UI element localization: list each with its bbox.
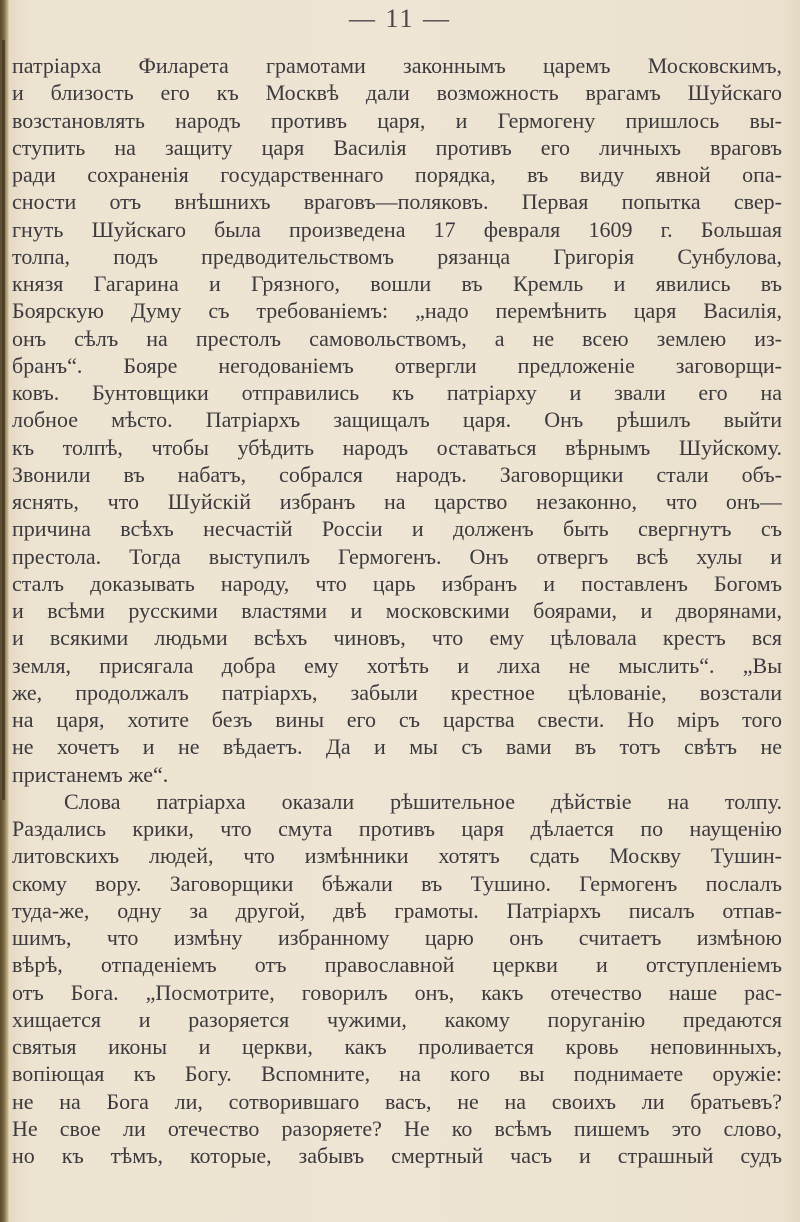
text-line: патріарха Филарета грамотами законнымъ царемъ Московскимъ, — [12, 53, 782, 78]
text-line: сности отъ внѣшнихъ враговъ—поляковъ. Первая попытка свер- — [12, 189, 782, 215]
text-line: яснять, что Шуйскій избранъ на царство незаконно, что онъ— — [12, 489, 782, 514]
text-line: вопіющая къ Богу. Вспомните, на кого вы поднимаете оружіе: — [12, 1061, 782, 1087]
text-line: вѣрѣ, отпаденіемъ отъ православной церкви и отступленіемъ — [12, 952, 782, 978]
text-line: литовскихъ людей, что измѣнники хотятъ сдать Москву Тушин- — [12, 843, 782, 869]
text-line: онъ сѣлъ на престолъ самовольствомъ, а не всею землею из- — [12, 325, 782, 351]
text-line: не хочетъ и не вѣдаетъ. Да и мы съ вами въ тотъ свѣтъ не — [12, 734, 782, 760]
text-line: возстановлять народъ противъ царя, и Гермогену пришлось вы- — [12, 107, 782, 133]
text-line: святыя иконы и церкви, какъ проливается кровь неповинныхъ, — [12, 1034, 782, 1059]
text-line: земля, присягала добра ему хотѣть и лиха не мыслить“. „Вы — [12, 652, 782, 678]
text-line: хищается и разоряется чужими, какому поруганію предаются — [12, 1006, 782, 1032]
text-line: ступить на защиту царя Василія противъ его личныхъ враговъ — [12, 134, 782, 160]
text-line: ковъ. Бунтовщики отправились къ патріарху и звали его на — [12, 380, 782, 405]
text-line: сталъ доказывать народу, что царь избранъ и поставленъ Богомъ — [12, 570, 782, 596]
text-line: не на Бога ли, сотворившаго васъ, не на своихъ ли братьевъ? — [12, 1088, 782, 1114]
text-line: шимъ, что измѣну избранному царю онъ считаетъ измѣною — [12, 925, 782, 950]
text-line: туда-же, одну за другой, двѣ грамоты. Патріархъ писалъ отпав- — [12, 897, 782, 923]
text-line: лобное мѣсто. Патріархъ защищалъ царя. Онъ рѣшилъ выйти — [12, 407, 782, 433]
text-line: Не свое ли отечество разоряете? Не ко всѣмъ пишемъ это слово, — [12, 1115, 782, 1141]
text-line: и близость его къ Москвѣ дали возможность врагамъ Шуйскаго — [12, 80, 782, 106]
text-line: Звонили въ набатъ, собрался народъ. Заговорщики стали объ- — [12, 461, 782, 487]
text-line: на царя, хотите безъ вины его съ царства свести. Но міръ того — [12, 707, 782, 732]
text-line: отъ Бога. „Посмотрите, говорилъ онъ, какъ отечество наше рас- — [12, 979, 782, 1005]
text-line: Слова патріарха оказали рѣшительное дѣйствіе на толпу. — [64, 788, 782, 814]
text-line: бранъ“. Бояре негодованіемъ отвергли предложеніе заговорщи- — [12, 352, 782, 378]
text-line: Боярскую Думу съ требованіемъ: „надо перемѣнить царя Василія, — [12, 298, 782, 324]
text-line: ради сохраненія государственнаго порядка, въ виду явной опа- — [12, 162, 782, 187]
text-line: и всякими людьми всѣхъ чиновъ, что ему цѣловала крестъ вся — [12, 625, 782, 651]
binding-edge — [0, 0, 9, 1222]
text-line: же, продолжалъ патріархъ, забыли крестное цѣлованіе, возстали — [12, 679, 782, 705]
text-line: причина всѣхъ несчастій Россіи и долженъ быть свергнутъ съ — [12, 516, 782, 542]
text-body — [12, 52, 782, 1169]
page-number: — 11 — — [348, 4, 452, 33]
text-line: гнуть Шуйскаго была произведена 17 февраля 1609 г. Большая — [12, 216, 782, 242]
text-line: къ толпѣ, чтобы убѣдить народъ оставаться вѣрнымъ Шуйскому. — [12, 434, 782, 460]
text-line: князя Гагарина и Грязного, вошли въ Кремль и явились въ — [12, 271, 782, 296]
text-line: Раздались крики, что смута противъ царя дѣлается по наущенію — [12, 816, 782, 841]
text-line: скому вору. Заговорщики бѣжали въ Тушино. Гермогенъ послалъ — [12, 870, 782, 896]
text-line: и всѣми русскими властями и московскими боярами, и дворянами, — [12, 598, 782, 623]
text-line: престола. Тогда выступилъ Гермогенъ. Онъ отвергъ всѣ хулы и — [12, 543, 782, 569]
text-line: но къ тѣмъ, которые, забывъ смертный часъ и страшный судъ — [12, 1143, 782, 1168]
text-line: толпа, подъ предводительствомъ рязанца Григорія Сунбулова, — [12, 243, 782, 269]
text-line: пристанемъ же“. — [12, 761, 169, 787]
